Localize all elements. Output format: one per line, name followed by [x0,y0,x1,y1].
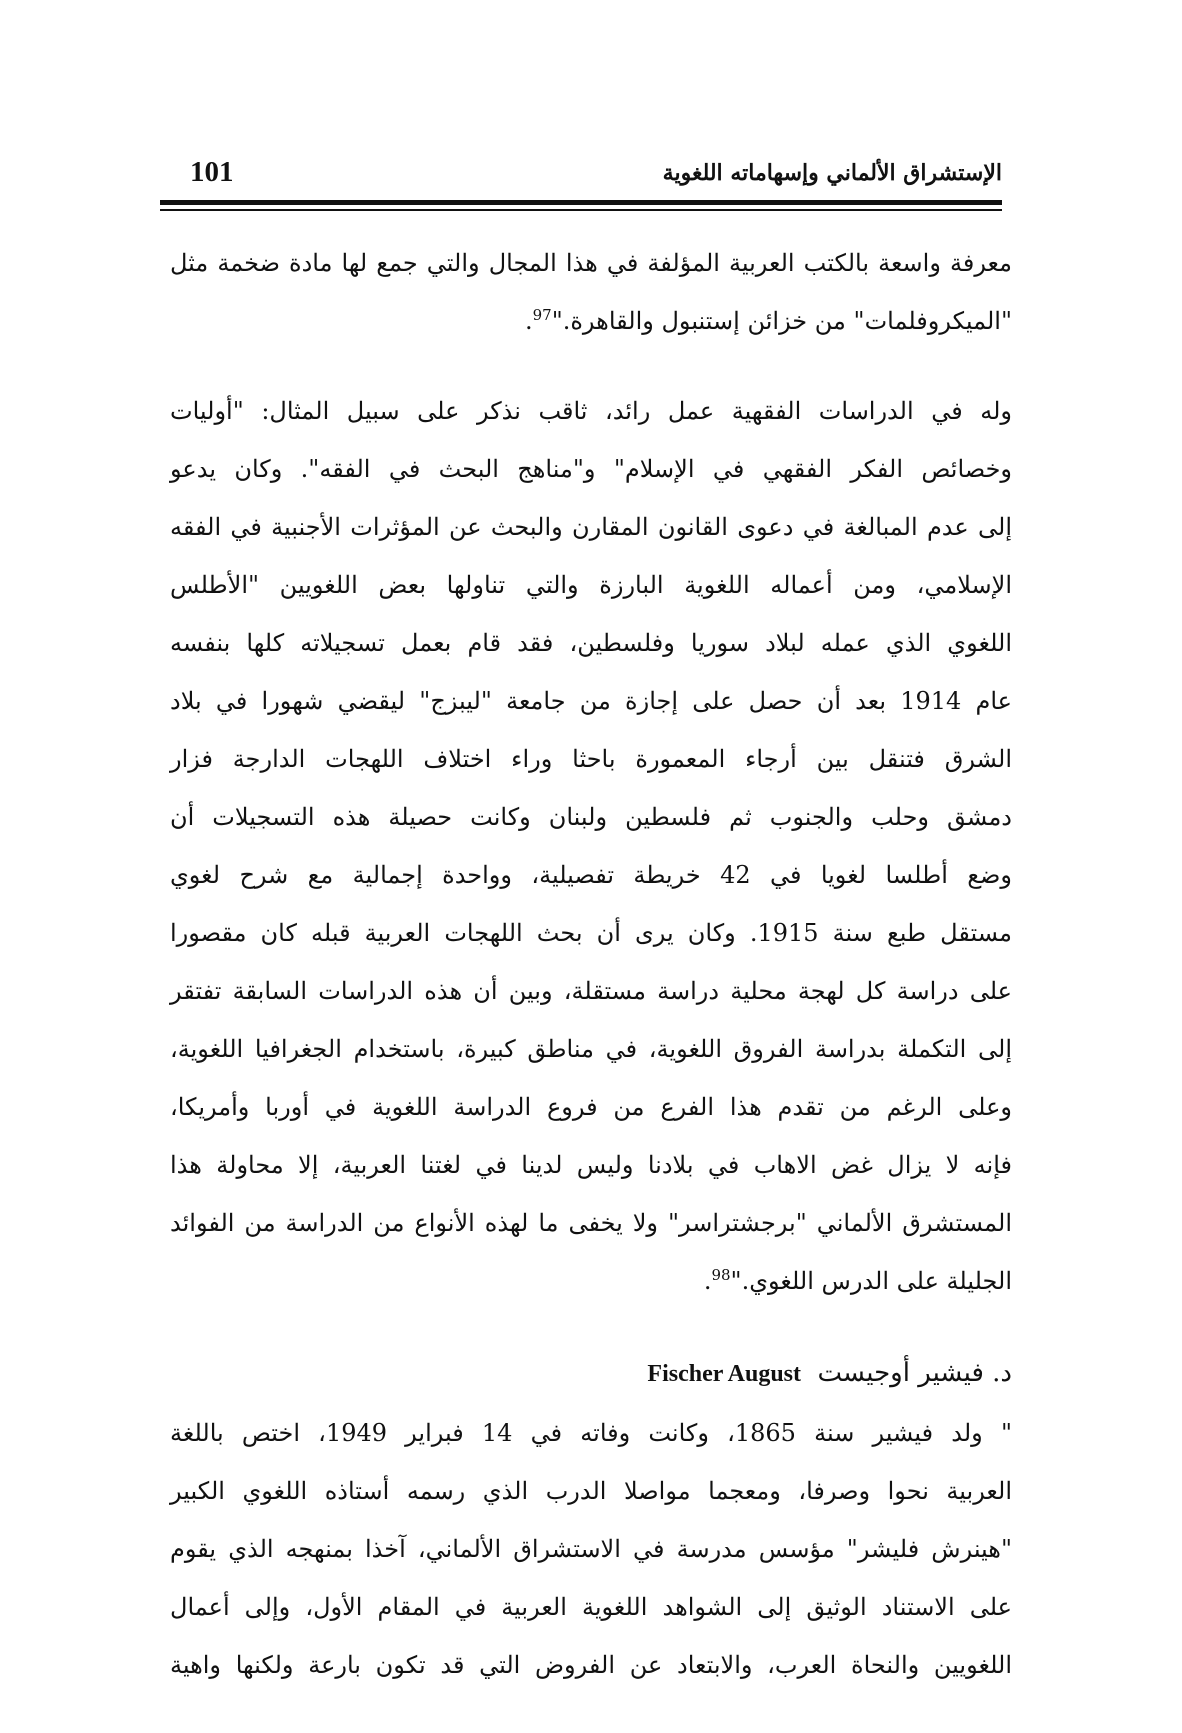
text-line: إلى التكملة بدراسة الفروق اللغوية، في مناطق كبيرة، باستخدام الجغرافيا اللغوية، [170,1035,1012,1063]
text-line: فإنه لا يزال غض الاهاب في بلادنا وليس لدينا في لغتنا العربية، إلا محاولة هذا [170,1151,1012,1179]
body-text [170,234,1012,1694]
text-line: "هينرش فليشر" مؤسس مدرسة في الاستشراق الألماني، آخذا بمنهجه الذي يقوم [170,1535,1012,1563]
text-line: الجليلة على الدرس اللغوي."$^{98}$. [703,1266,1012,1295]
page-number: 101 [190,156,234,188]
text-line: الشرق فتنقل بين أرجاء المعمورة باحثا وراء اختلاف اللهجات الدارجة فزار [170,745,1012,773]
text-line: الإسلامي، ومن أعماله اللغوية البارزة والتي تناولها بعض اللغويين "الأطلس [170,571,1012,599]
paragraph-3 [170,1404,1012,1694]
text-line: معرفة واسعة بالكتب العربية المؤلفة في هذا المجال والتي جمع لها مادة ضخمة مثل [170,249,1012,277]
header-rule-thin [160,209,1002,211]
text-line: وضع أطلسا لغويا في 42 خريطة تفصيلية، وواحدة إجمالية مع شرح لغوي [170,861,1013,889]
text-line: المستشرق الألماني "برجشتراسر" ولا يخفى ما لهذه الأنواع من الدراسة من الفوائد [170,1209,1012,1237]
paragraph-gap [170,350,1012,382]
text-line: إلى عدم المبالغة في دعوى القانون المقارن والبحث عن المؤثرات الأجنبية في الفقه [170,513,1012,541]
text-line: " ولد فيشير سنة 1865، وكانت وفاته في 14 فبراير 1949، اختص باللغة [170,1419,1012,1447]
section-heading [170,1342,1012,1404]
text-line: اللغويين والنحاة العرب، والابتعاد عن الفروض التي قد تكون بارعة ولكنها واهية [170,1651,1012,1679]
text-line: العربية نحوا وصرفا، ومعجما مواصلا الدرب الذي رسمه أستاذه اللغوي الكبير [170,1477,1012,1505]
text-line: دمشق وحلب والجنوب ثم فلسطين ولبنان وكانت حصيلة هذه التسجيلات أن [170,803,1012,831]
text-line-content: "الميكروفلمات" من خزائن إستنبول والقاهرة." [551,307,1012,335]
running-header [160,150,1002,202]
text-line-content: الجليلة على الدرس اللغوي." [730,1267,1012,1295]
text-line: وعلى الرغم من تقدم هذا الفرع من فروع الدراسة اللغوية في أوربا وأمريكا، [170,1093,1012,1121]
text-line: اللغوي الذي عمله لبلاد سوريا وفلسطين، فقد قام بعمل تسجيلاته كلها بنفسه [170,629,1012,657]
footnote-ref: 98 [711,1266,731,1284]
paragraph-1 [170,234,1012,350]
text-line: وخصائص الفكر الفقهي في الإسلام" و"مناهج البحث في الفقه". وكان يدعو [170,455,1012,483]
paragraph-2 [170,382,1012,1310]
footnote-ref: 97 [532,306,552,324]
text-line: على الاستناد الوثيق إلى الشواهد اللغوية العربية في المقام الأول، وإلى أعمال [170,1593,1012,1621]
running-title: الإستشراق الألماني وإسهاماته اللغوية [662,160,1002,186]
section-heading-arabic: د. فيشير أوجيست [817,1358,1012,1388]
text-line: وله في الدراسات الفقهية عمل رائد، ثاقب نذكر على سبيل المثال: "أوليات [170,397,1012,425]
text-line: عام 1914 بعد أن حصل على إجازة من جامعة "ليبزج" ليقضي شهورا في بلاد [170,687,1012,715]
header-rule-thick [160,200,1002,205]
paragraph-gap [170,1310,1012,1342]
text-line: مستقل طبع سنة 1915. وكان يرى أن بحث اللهجات العربية قبله كان مقصورا [170,919,1012,947]
text-line: على دراسة كل لهجة محلية دراسة مستقلة، وبين أن هذه الدراسات السابقة تفتقر [170,977,1012,1005]
text-line: "الميكروفلمات" من خزائن إستنبول والقاهرة."$^{97}$. [524,306,1012,335]
section-heading-latin: Fischer August [647,1361,801,1387]
